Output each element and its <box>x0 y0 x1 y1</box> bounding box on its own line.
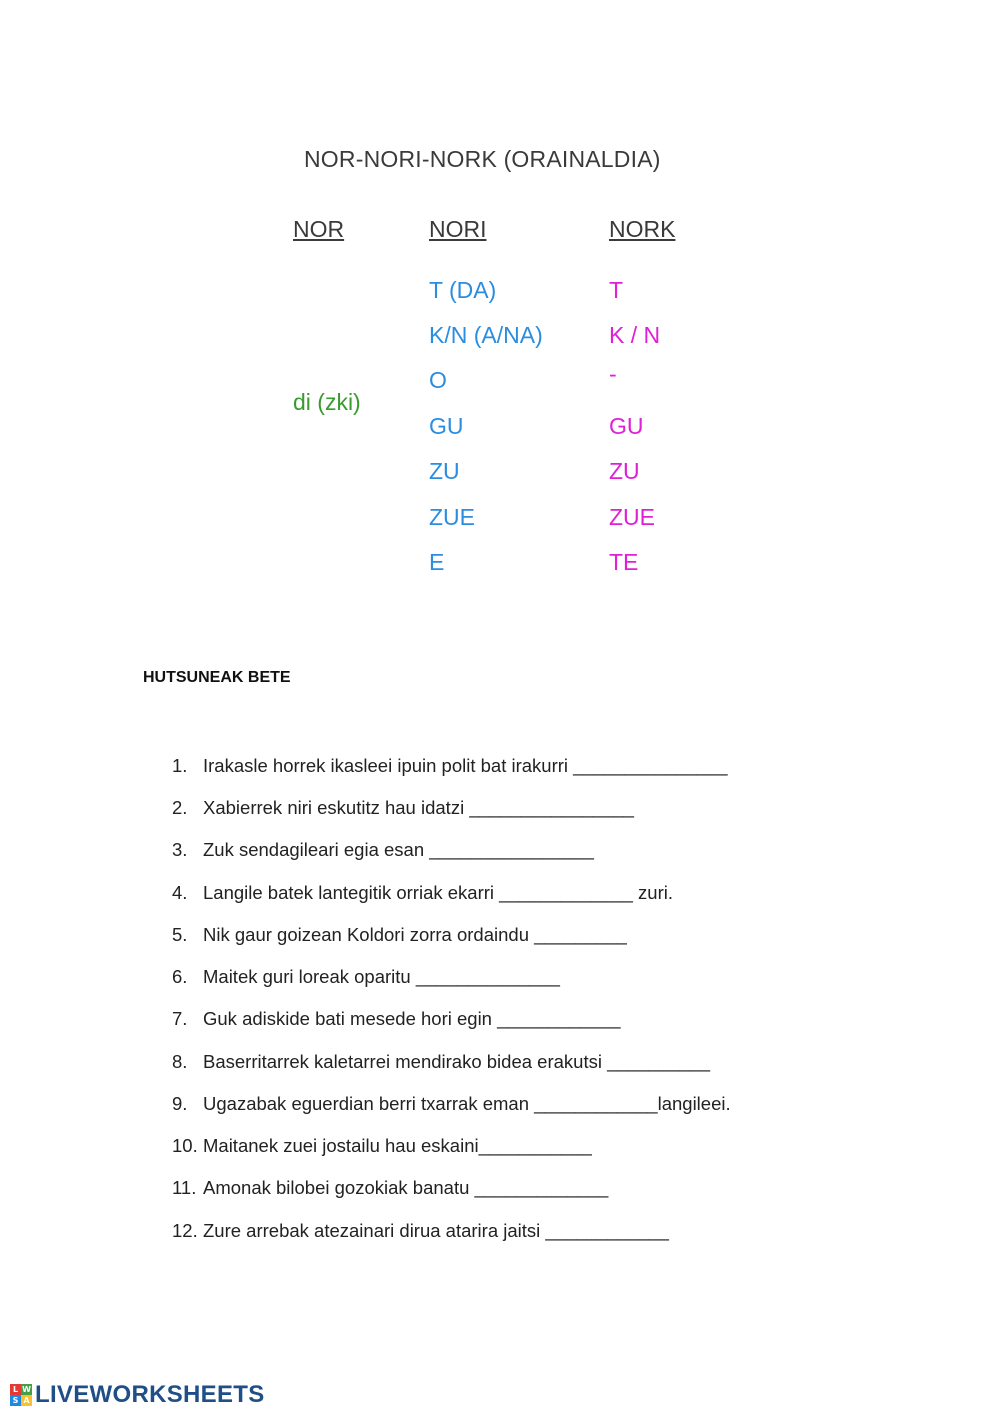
exercise-item <box>172 1135 592 1157</box>
exercise-item <box>172 1220 669 1242</box>
logo-icon <box>10 1384 32 1406</box>
header-nork: NORK <box>609 216 676 242</box>
exercise-item <box>172 966 560 988</box>
exercise-item <box>172 1008 621 1030</box>
exercise-text: Guk adiskide bati mesede hori egin ____________ <box>203 1008 621 1029</box>
exercise-number: 12. <box>172 1220 198 1241</box>
exercise-text: Maitek guri loreak oparitu ______________ <box>203 966 560 987</box>
exercise-number: 10. <box>172 1135 198 1156</box>
nor-value: di (zki) <box>293 389 361 415</box>
nork-item: K / N <box>609 322 661 348</box>
header-nori: NORI <box>429 216 487 242</box>
nori-item: E <box>429 549 445 575</box>
exercise-text: Nik gaur goizean Koldori zorra ordaindu _________ <box>203 924 627 945</box>
exercise-item <box>172 1051 710 1073</box>
nork-item: GU <box>609 413 644 439</box>
logo-mark-letter: A <box>21 1395 32 1406</box>
logo-mark-letter: L <box>10 1384 21 1395</box>
nori-item: K/N (A/NA) <box>429 322 543 348</box>
logo-mark-letter: W <box>22 1385 31 1394</box>
logo-mark-letter: S <box>10 1395 21 1406</box>
exercise-text: Maitanek zuei jostailu hau eskaini___________ <box>203 1135 592 1156</box>
exercise-item <box>172 797 634 819</box>
exercise-text: Irakasle horrek ikasleei ipuin polit bat irakurri _______________ <box>203 755 728 776</box>
nork-item: T <box>609 277 624 303</box>
exercise-number: 8. <box>172 1051 188 1072</box>
liveworksheets-logo[interactable] <box>10 1381 265 1409</box>
exercise-number: 6. <box>172 966 188 987</box>
exercise-text: Ugazabak eguerdian berri txarrak eman ____________langileei. <box>203 1093 731 1114</box>
section-title: HUTSUNEAK BETE <box>143 669 291 686</box>
nori-item: ZUE <box>429 504 475 530</box>
exercise-number: 4. <box>172 882 188 903</box>
exercise-number: 3. <box>172 839 188 860</box>
exercise-number: 7. <box>172 1008 188 1029</box>
exercise-text: Zuk sendagileari egia esan ________________ <box>203 839 594 860</box>
exercise-text: Amonak bilobei gozokiak banatu _____________ <box>203 1177 609 1198</box>
exercise-item <box>172 755 728 777</box>
exercise-text: Xabierrek niri eskutitz hau idatzi ________________ <box>203 797 634 818</box>
page-title: NOR-NORI-NORK (ORAINALDIA) <box>304 146 661 172</box>
exercise-number: 2. <box>172 797 188 818</box>
nori-item: ZU <box>429 458 460 484</box>
nori-item: O <box>429 367 447 393</box>
exercise-text: Baserritarrek kaletarrei mendirako bidea erakutsi __________ <box>203 1051 710 1072</box>
exercise-item <box>172 1177 608 1199</box>
exercise-number: 1. <box>172 755 188 776</box>
nork-item: - <box>609 361 617 387</box>
exercise-item <box>172 839 594 861</box>
header-nor: NOR <box>293 216 345 242</box>
exercise-number: 9. <box>172 1093 188 1114</box>
exercise-number: 11. <box>172 1177 197 1198</box>
exercise-item <box>172 924 627 946</box>
exercise-item <box>172 1093 731 1115</box>
exercise-item <box>172 882 673 904</box>
exercise-text: Zure arrebak atezainari dirua atarira jaitsi ____________ <box>203 1220 669 1241</box>
nori-item: T (DA) <box>429 277 497 303</box>
logo-text: LIVEWORKSHEETS <box>35 1381 265 1408</box>
exercise-number: 5. <box>172 924 188 945</box>
nori-item: GU <box>429 413 464 439</box>
nork-item: TE <box>609 549 639 575</box>
exercise-text: Langile batek lantegitik orriak ekarri _____________ zuri. <box>203 882 673 903</box>
nork-item: ZUE <box>609 504 655 530</box>
nork-item: ZU <box>609 458 640 484</box>
